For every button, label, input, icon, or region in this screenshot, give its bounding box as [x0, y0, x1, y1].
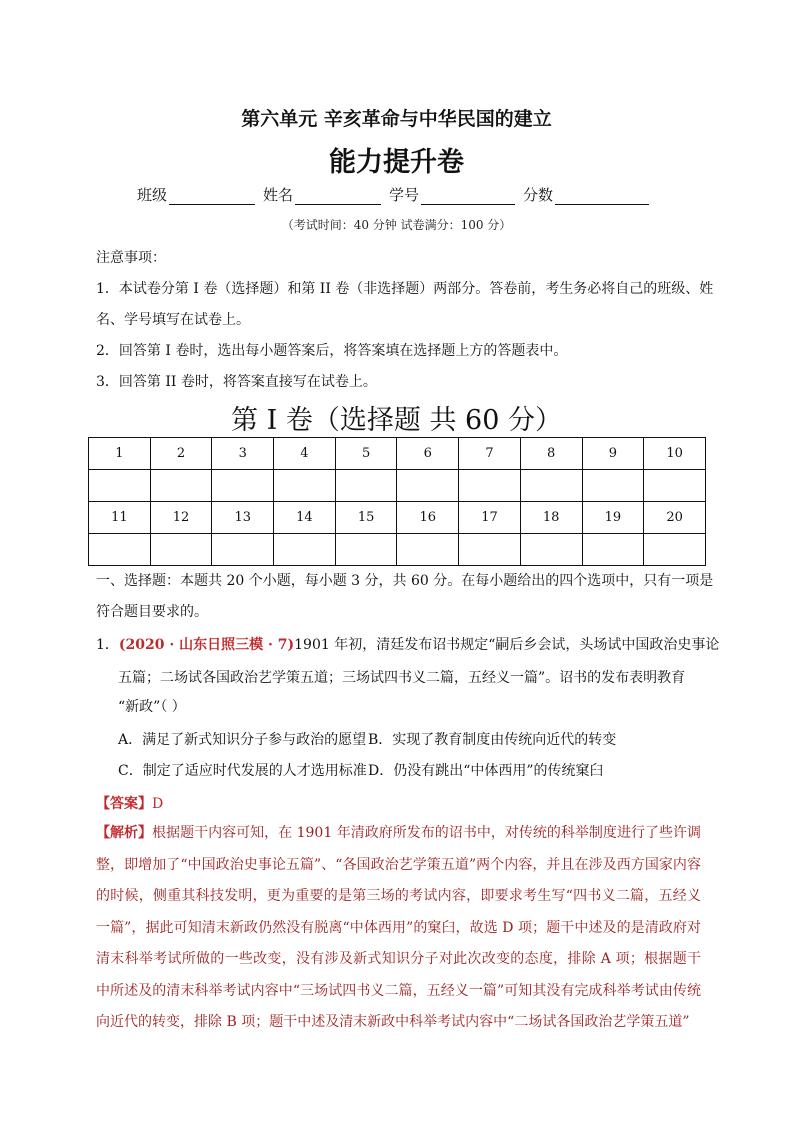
answer-table-number-row-1 — [89, 438, 706, 470]
answer-number-cell: 16 — [397, 502, 459, 534]
answer-blank-cell[interactable] — [644, 534, 706, 566]
answer-number-cell: 8 — [520, 438, 582, 470]
analysis-text: 根据题干内容可知，在 1901 年清政府所发布的诏书中，对传统的科举制度进行了些许调整，即增加了“中国政治史事论五篇”、“各国政治艺学策五道”两个内容，并且在涉及西方国家内容的时候，侧重其科技发明，更为重要的是第三场的考试内容，即要求考生写“四书义二篇，五经义一篇”，据此可知清末新政仍然没有脱离“中体西用”的窠臼，故选 D 项；题干中述及的是清政府对清末科举考试所做的一些改变，没有涉及新式知识分子对此次改变的态度，排除 A 项；根据题干中所述及的清末科举考试内容中“三场试四书义二篇，五经义一篇”可知其没有完成科举考试由传统向近代的转变，排除 B 项；题干中述及清末新政中科举考试内容中“二场试各国政治艺学策五道” — [96, 825, 701, 1030]
name-blank[interactable] — [295, 189, 381, 205]
score-field[interactable] — [523, 184, 649, 205]
class-field[interactable] — [137, 184, 255, 205]
option-c[interactable]: C．制定了适应时代发展的人才选用标准 — [118, 763, 367, 779]
question-text-line2: 五篇；二场试各国政治艺学策五道；三场试四书义二篇，五经义一篇”。诏书的发布表明教育 — [118, 670, 686, 686]
answer-number-cell: 12 — [150, 502, 212, 534]
answer-number-cell: 5 — [335, 438, 397, 470]
answer-blank-cell[interactable] — [459, 470, 521, 502]
student-number-field[interactable] — [389, 184, 515, 205]
question-1-line1 — [96, 630, 719, 660]
option-a[interactable]: A．满足了新式知识分子参与政治的愿望 — [118, 732, 367, 748]
answer-value: D — [152, 796, 164, 812]
answer-blank-cell[interactable] — [459, 534, 521, 566]
answer-blank-cell[interactable] — [582, 534, 644, 566]
part1-title: 第 I 卷（选择题 共 60 分） — [231, 405, 562, 436]
score-label: 分数 — [523, 186, 554, 204]
answer-table-blank-row-1 — [89, 470, 706, 502]
answer-blank-cell[interactable] — [644, 470, 706, 502]
answer-number-cell: 19 — [582, 502, 644, 534]
answer-table-number-row-2 — [89, 502, 706, 534]
score-blank[interactable] — [555, 189, 649, 205]
analysis-label: 【解析】 — [96, 825, 153, 841]
student-number-label: 学号 — [389, 186, 420, 204]
class-label: 班级 — [137, 186, 168, 204]
answer-number-cell: 13 — [212, 502, 274, 534]
unit-subtitle: 第六单元 辛亥革命与中华民国的建立 — [241, 108, 552, 130]
answer-number-cell: 11 — [89, 502, 151, 534]
question-text-line1: 1901 年初，清廷发布诏书规定“嗣后乡会试，头场试中国政治史事论 — [294, 637, 720, 653]
answer-blank-cell[interactable] — [274, 470, 336, 502]
answer-blank-cell[interactable] — [150, 470, 212, 502]
answer-blank-cell[interactable] — [335, 534, 397, 566]
answer-number-cell: 3 — [212, 438, 274, 470]
question-number: 1． — [96, 637, 119, 653]
answer-number-cell: 15 — [335, 502, 397, 534]
option-d[interactable]: D．仍没有跳出“中体西用”的传统窠臼 — [368, 763, 604, 779]
section-instruction-line1: 一、选择题：本题共 20 个小题，每小题 3 分，共 60 分。在每小题给出的四个选项中，只有一项是 — [96, 573, 714, 589]
name-field[interactable] — [263, 184, 381, 205]
answer-blank-cell[interactable] — [89, 470, 151, 502]
answer-number-cell: 18 — [520, 502, 582, 534]
answer-blank-cell[interactable] — [212, 534, 274, 566]
answer-blank-cell[interactable] — [582, 470, 644, 502]
answer-blank-cell[interactable] — [150, 534, 212, 566]
exam-info: （考试时间：40 分钟 试卷满分：100 分） — [281, 218, 512, 232]
answer-blank-cell[interactable] — [520, 470, 582, 502]
note-item-2: 2．回答第 I 卷时，选出每小题答案后，将答案填在选择题上方的答题表中。 — [96, 343, 568, 359]
analysis-block — [96, 818, 701, 1039]
answer-number-cell: 6 — [397, 438, 459, 470]
answer-blank-cell[interactable] — [520, 534, 582, 566]
note-item-1a: 1．本试卷分第 I 卷（选择题）和第 II 卷（非选择题）两部分。答卷前，考生务必将自己的班级、姓 — [96, 281, 714, 297]
option-b[interactable]: B．实现了教育制度由传统向近代的转变 — [368, 732, 617, 748]
answer-label: 【答案】 — [96, 796, 152, 812]
answer-blank-cell[interactable] — [397, 470, 459, 502]
notes-heading: 注意事项： — [96, 250, 166, 266]
answer-number-cell: 2 — [150, 438, 212, 470]
answer-blank-cell[interactable] — [89, 534, 151, 566]
answer-number-cell: 14 — [274, 502, 336, 534]
student-number-blank[interactable] — [421, 189, 515, 205]
answer-number-cell: 1 — [89, 438, 151, 470]
section-instruction-line2: 符合题目要求的。 — [96, 604, 208, 620]
answer-table — [88, 437, 706, 566]
answer-blank-cell[interactable] — [335, 470, 397, 502]
class-blank[interactable] — [169, 189, 255, 205]
answer-number-cell: 10 — [644, 438, 706, 470]
paper-title: 能力提升卷 — [329, 147, 464, 178]
student-info-fields — [137, 184, 657, 205]
answer-table-blank-row-2 — [89, 534, 706, 566]
name-label: 姓名 — [263, 186, 294, 204]
answer-blank-cell[interactable] — [397, 534, 459, 566]
answer-number-cell: 4 — [274, 438, 336, 470]
note-item-1b: 名、学号填写在试卷上。 — [96, 312, 250, 328]
answer-number-cell: 17 — [459, 502, 521, 534]
note-item-3: 3．回答第 II 卷时，将答案直接写在试卷上。 — [96, 374, 377, 390]
answer-number-cell: 9 — [582, 438, 644, 470]
answer-blank-cell[interactable] — [274, 534, 336, 566]
answer-number-cell: 20 — [644, 502, 706, 534]
question-text-line3: “新政”（ ） — [118, 699, 186, 715]
answer-blank-cell[interactable] — [212, 470, 274, 502]
answer-number-cell: 7 — [459, 438, 521, 470]
question-source: (2020 · 山东日照三模 · 7) — [118, 637, 295, 653]
answer-line — [96, 789, 163, 819]
